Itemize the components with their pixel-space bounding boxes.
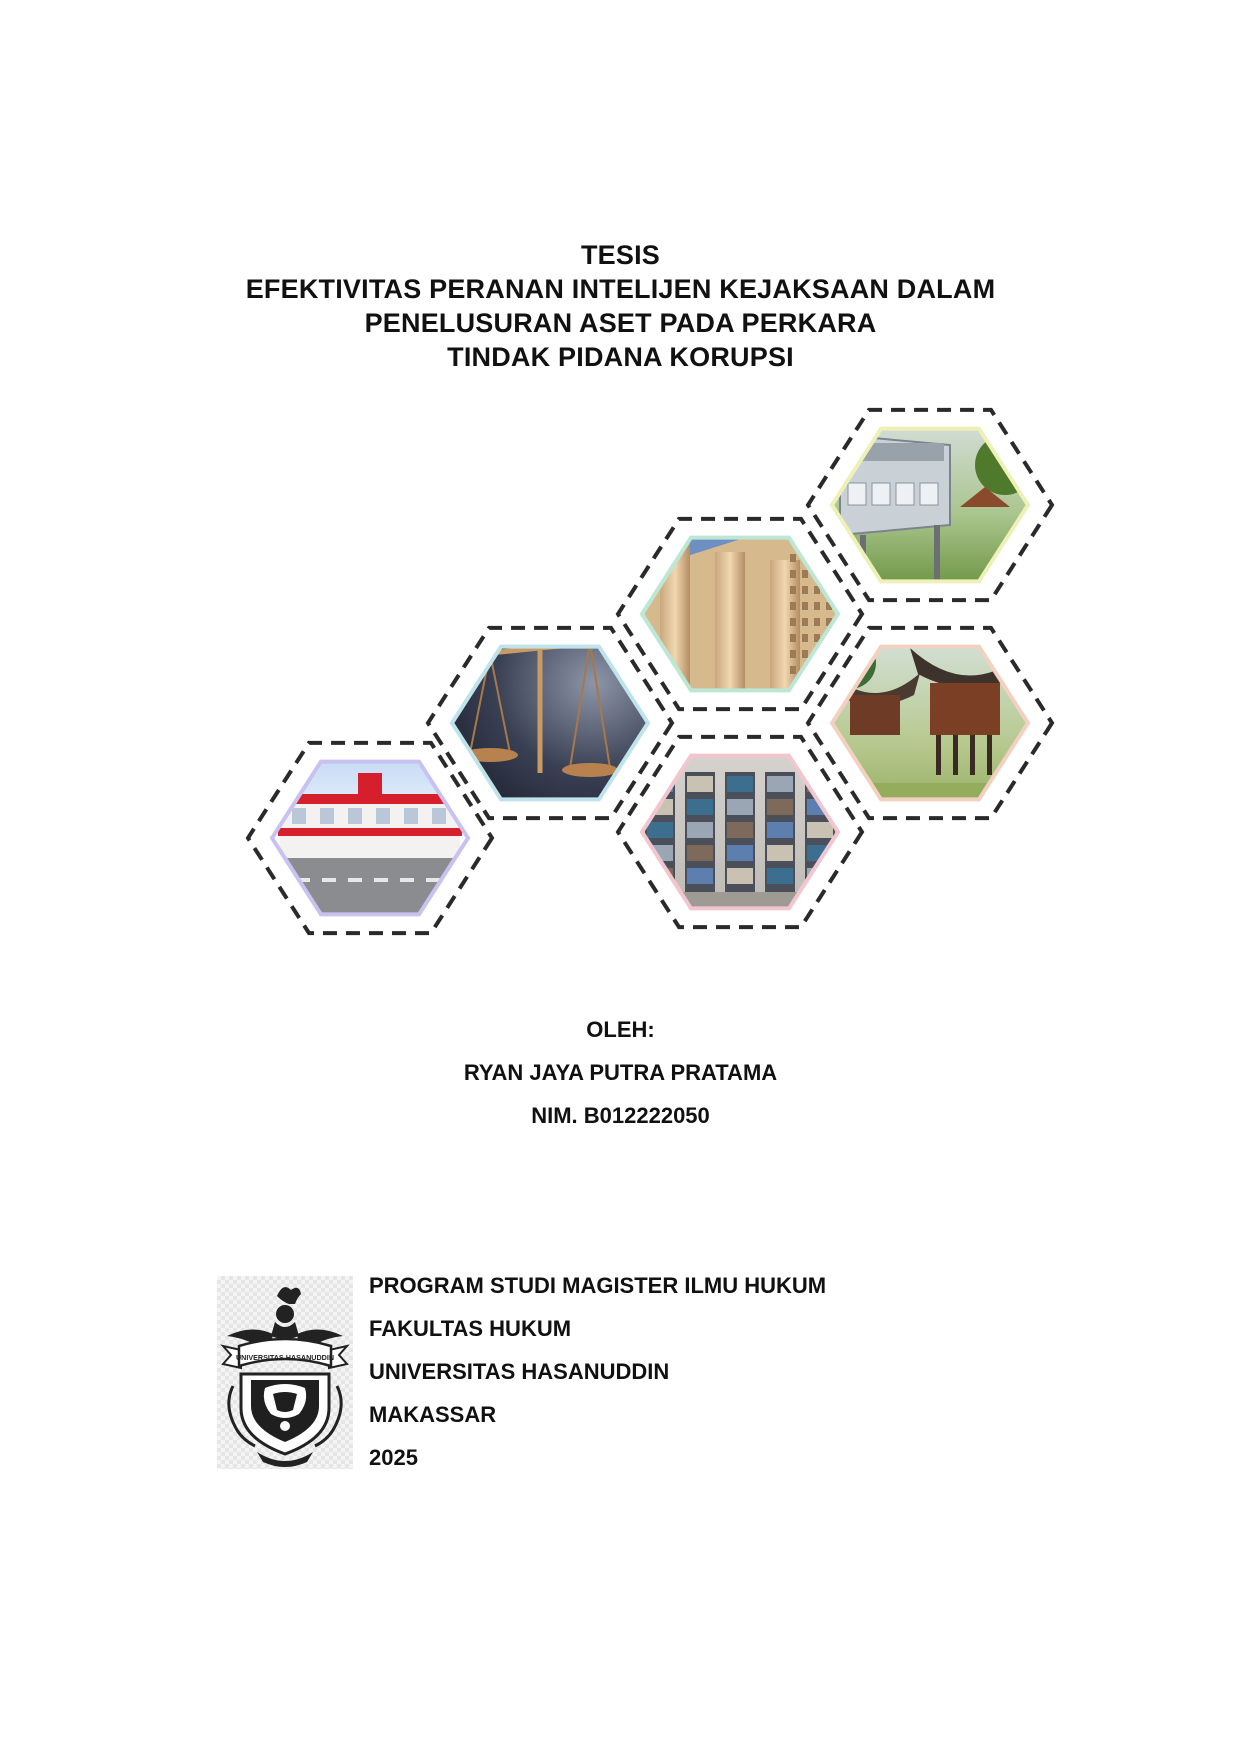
year: 2025 — [369, 1445, 418, 1470]
land-sign-photo — [808, 405, 1052, 605]
program-name: PROGRAM STUDI MAGISTER ILMU HUKUM — [369, 1273, 827, 1298]
logo-ribbon-text: UNIVERSITAS HASANUDDIN — [235, 1353, 335, 1362]
library-shelves-photo — [618, 732, 862, 932]
justice-scales-photo — [428, 623, 672, 823]
by-label: OLEH: — [586, 1017, 655, 1042]
tongkonan-house-photo — [808, 623, 1052, 823]
city-name: MAKASSAR — [369, 1402, 497, 1427]
title-line-1: EFEKTIVITAS PERANAN INTELIJEN KEJAKSAAN DALAM — [245, 274, 996, 304]
faculty-name: FAKULTAS HUKUM — [369, 1316, 572, 1341]
university-logo — [217, 1276, 353, 1469]
author-name: RYAN JAYA PUTRA PRATAMA — [463, 1060, 778, 1085]
emblem-icon — [217, 1276, 353, 1469]
student-id: NIM. B012222050 — [531, 1103, 710, 1128]
campus-building-photo — [248, 738, 492, 938]
author-block — [0, 1008, 1241, 1137]
title-line-3: TINDAK PIDANA KORUPSI — [447, 342, 794, 372]
university-name: UNIVERSITAS HASANUDDIN — [369, 1359, 670, 1384]
document-type: TESIS — [580, 240, 661, 270]
title-line-2: PENELUSURAN ASET PADA PERKARA — [364, 308, 877, 338]
institution-block — [369, 1264, 826, 1479]
